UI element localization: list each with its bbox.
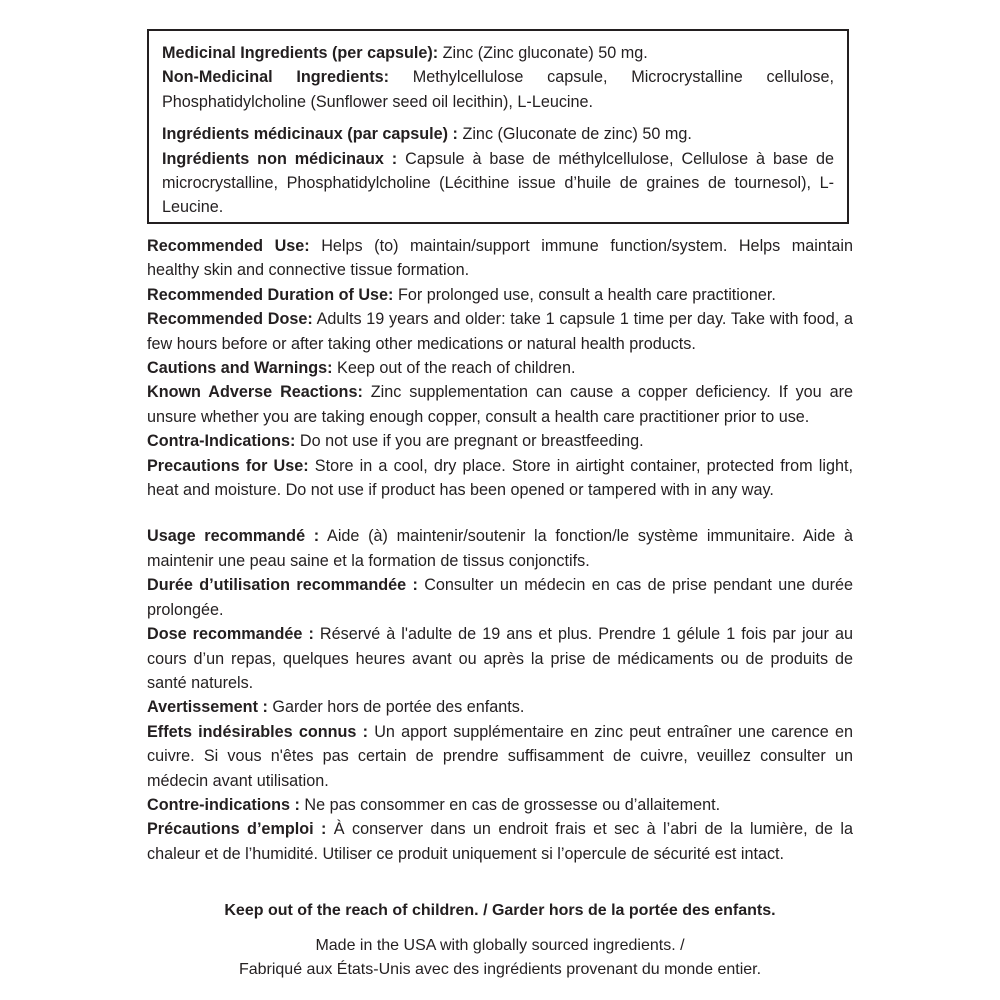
warning-fr-label: Avertissement : (147, 698, 268, 717)
recommended-use-en-label: Recommended Use: (147, 237, 310, 255)
precautions-fr-label: Précautions d’emploi : (147, 820, 327, 839)
adverse-reactions-en-text: Zinc supplementation can cause a copper deficiency. If you are unsure whether you are taking enough copper, consult a health care practitioner prior to use. (147, 383, 854, 426)
cautions-en-text: Keep out of the reach of children. (332, 359, 576, 378)
recommended-use-fr-label: Usage recommandé : (147, 527, 320, 546)
nonmedicinal-ingredients-fr (162, 147, 834, 220)
origin-statement-fr: Fabriqué aux États-Unis avec des ingrédients provenant du monde entier. (238, 961, 762, 978)
precautions-fr-text: À conserver dans un endroit frais et sec à l’abri de la lumière, de la chaleur et de l’humidité. Utiliser ce produit uniquement si l’opercule de sécurité est intact. (147, 820, 853, 863)
nonmedicinal-ingredients-fr-text: Capsule à base de méthylcellulose, Cellulose à base de microcrystalline, Phosphatidylcholine (Lécithine issue d’huile de graines de tournesol), L-Leucine. (162, 149, 834, 217)
recommended-dose-fr (147, 622, 853, 695)
recommended-use-en-text: Helps (to) maintain/support immune function/system. Helps maintain healthy skin and connective tissue formation. (147, 237, 853, 280)
recommended-dose-en-label: Recommended Dose: (147, 310, 313, 329)
adverse-reactions-fr-text: Un apport supplémentaire en zinc peut entraîner une carence en cuivre. Si vous n'êtes pas certain de prendre suffisamment de cuivre, veuillez consulter un médecin avant utilisation. (147, 722, 853, 790)
medicinal-ingredients-fr-text: Zinc (Gluconate de zinc) 50 mg. (457, 125, 692, 144)
directions-text (147, 234, 853, 866)
ingredients-box (147, 29, 849, 224)
nonmedicinal-ingredients-en (162, 65, 834, 114)
recommended-duration-fr-label: Durée d’utilisation recommandée : (147, 576, 418, 595)
adverse-reactions-en (147, 380, 853, 429)
recommended-duration-en (147, 283, 853, 307)
warning-fr-text: Garder hors de portée des enfants. (267, 698, 525, 717)
medicinal-ingredients-fr (162, 122, 834, 146)
child-warning-bilingual: Keep out of the reach of children. / Garder hors de la portée des enfants. (224, 902, 776, 919)
precautions-en-label: Precautions for Use: (147, 456, 309, 475)
recommended-use-en (147, 234, 853, 283)
contra-indications-en-label: Contra-Indications: (147, 432, 296, 451)
recommended-duration-en-text: For prolonged use, consult a health care practitioner. (393, 285, 776, 304)
recommended-dose-en-text: Adults 19 years and older: take 1 capsule 1 time per day. Take with food, a few hours before or after taking other medications or natural health products. (147, 310, 853, 353)
nonmedicinal-ingredients-en-label: Non-Medicinal Ingredients: (162, 68, 390, 87)
contra-indications-en (147, 429, 853, 453)
recommended-dose-fr-text: Réservé à l'adulte de 19 ans et plus. Prendre 1 gélule 1 fois par jour au cours d’un repas, quelques heures avant ou après la prise de médicaments ou de produits de santé naturels. (147, 625, 854, 692)
precautions-en (147, 454, 853, 503)
recommended-use-fr (147, 524, 853, 573)
origin-statement-en: Made in the USA with globally sourced ingredients. / (315, 937, 685, 954)
cautions-en (147, 356, 853, 380)
contra-indications-fr-label: Contre-indications : (147, 795, 300, 814)
medicinal-ingredients-en-text: Zinc (Zinc gluconate) 50 mg. (438, 44, 648, 62)
recommended-duration-fr-text: Consulter un médecin en cas de prise pendant une durée prolongée. (147, 576, 853, 619)
adverse-reactions-en-label: Known Adverse Reactions: (147, 383, 363, 402)
precautions-fr (147, 817, 853, 866)
nonmedicinal-ingredients-en-text: Methylcellulose capsule, Microcrystalline cellulose, Phosphatidylcholine (Sunflower seed oil lecithin), L-Leucine. (162, 68, 834, 111)
contra-indications-fr (147, 793, 853, 817)
contra-indications-fr-text: Ne pas consommer en cas de grossesse ou d’allaitement. (299, 795, 721, 814)
medicinal-ingredients-fr-label: Ingrédients médicinaux (par capsule) : (162, 125, 458, 144)
contra-indications-en-text: Do not use if you are pregnant or breastfeeding. (295, 432, 644, 451)
recommended-dose-en (147, 307, 853, 356)
nonmedicinal-ingredients-fr-label: Ingrédients non médicinaux : (162, 149, 398, 168)
recommended-duration-fr (147, 573, 853, 622)
adverse-reactions-fr-label: Effets indésirables connus : (147, 722, 368, 741)
recommended-duration-en-label: Recommended Duration of Use: (147, 285, 394, 304)
recommended-dose-fr-label: Dose recommandée : (147, 625, 314, 644)
medicinal-ingredients-en (162, 41, 834, 65)
precautions-en-text: Store in a cool, dry place. Store in airtight container, protected from light, heat and moisture. Do not use if product has been opened or tampered with in any way. (147, 456, 853, 500)
cautions-en-label: Cautions and Warnings: (147, 359, 333, 378)
adverse-reactions-fr (147, 720, 853, 793)
recommended-use-fr-text: Aide (à) maintenir/soutenir la fonction/le système immunitaire. Aide à maintenir une peau saine et la formation de tissus conjonctifs. (147, 527, 854, 570)
medicinal-ingredients-en-label: Medicinal Ingredients (per capsule): (162, 44, 439, 62)
warning-fr (147, 695, 853, 719)
origin-statement (0, 934, 1000, 982)
